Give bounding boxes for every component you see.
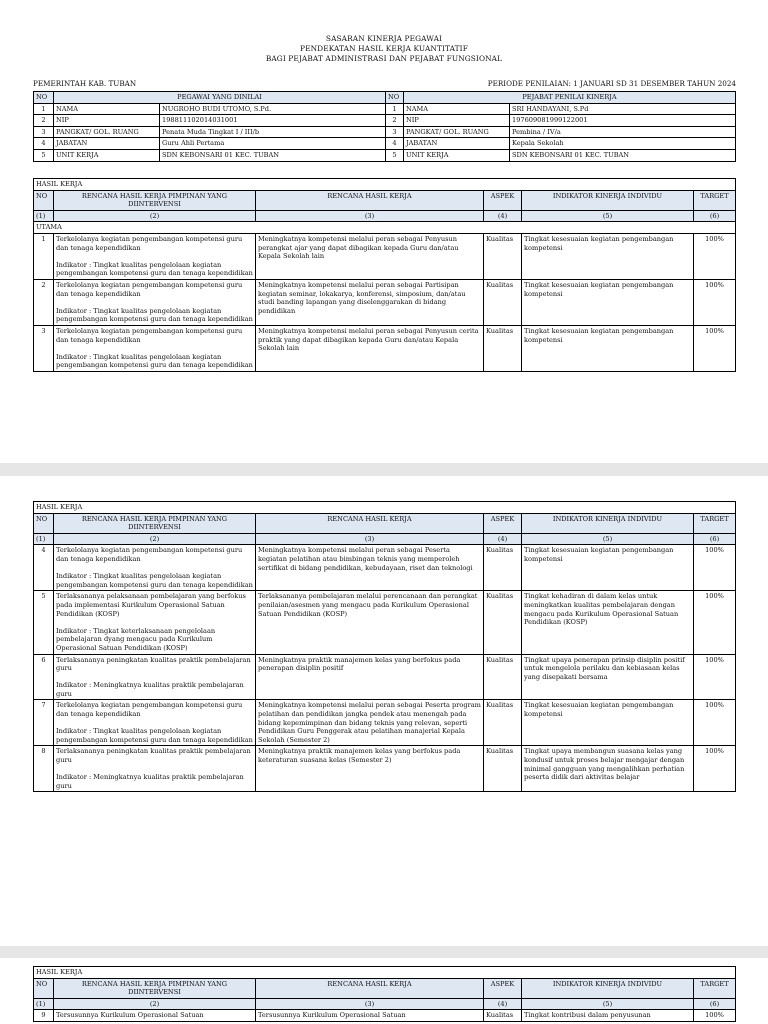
identity-no: 4 (34, 138, 54, 150)
row-no: 1 (34, 233, 54, 279)
hasil-kerja-rows (34, 222, 736, 372)
table-row (34, 545, 736, 591)
identity-rows (34, 103, 736, 161)
col-indikator-header: INDIKATOR KINERJA INDIVIDU (522, 978, 694, 998)
target-cell: 100% (694, 746, 736, 792)
col-rhk-header: RENCANA HASIL KERJA (256, 513, 484, 533)
header-title: SASARAN KINERJA PEGAWAI (325, 34, 443, 43)
aspek-cell: Kualitas (484, 545, 522, 591)
identity-row (34, 149, 736, 161)
identity-no-right: 2 (386, 115, 404, 127)
rhk-pimpinan-text: Terkelolanya kegiatan pengembangan kompetensi guru dan tenaga kependidikan (56, 280, 243, 298)
hasil-kerja-table-1 (33, 178, 736, 372)
identity-row (34, 115, 736, 127)
row-no: 4 (34, 545, 54, 591)
hasil-kerja-rows (34, 1010, 736, 1022)
rhk-cell: Tersusunnya Kurikulum Operasional Satuan (256, 1010, 484, 1022)
column-number: (6) (694, 533, 736, 545)
penilai-field-value: Pembina / IV/a (510, 126, 736, 138)
column-number: (6) (694, 210, 736, 222)
column-number: (4) (484, 533, 522, 545)
penilai-field-label: UNIT KERJA (404, 149, 510, 161)
column-header-row (34, 978, 736, 998)
rhk-pimpinan-text: Terlaksananya peningkatan kualitas praktik pembelajaran guru (56, 747, 251, 765)
col-aspek-header: ASPEK (484, 513, 522, 533)
col-no-header: NO (34, 513, 54, 533)
pegawai-field-value: Penata Muda Tingkat I / III/b (160, 126, 386, 138)
identity-no-right: 5 (386, 149, 404, 161)
column-number: (5) (522, 210, 694, 222)
rhk-pimpinan-cell (54, 1010, 256, 1022)
column-number-row (34, 533, 736, 545)
target-cell: 100% (694, 325, 736, 371)
pegawai-field-label: NAMA (54, 103, 160, 115)
column-number: (4) (484, 210, 522, 222)
rhk-pimpinan-cell (54, 545, 256, 591)
aspek-cell: Kualitas (484, 700, 522, 746)
header-subtitle: PENDEKATAN HASIL KERJA KUANTITATIF (300, 44, 468, 53)
table-row (34, 654, 736, 700)
identity-no-header-right: NO (386, 92, 404, 104)
pegawai-field-value: NUGROHO BUDI UTOMO, S.Pd. (160, 103, 386, 115)
rhk-pimpinan-text: Tersusunnya Kurikulum Operasional Satuan (56, 1011, 204, 1020)
identity-no-header: NO (34, 92, 54, 104)
rhk-pimpinan-indikator: Indikator : Tingkat kualitas pengelolaan kegiatan pengembangan kompetensi guru dan tenaga kependidikan (56, 352, 253, 370)
col-target-header: TARGET (694, 190, 736, 210)
penilai-field-label: NIP (404, 115, 510, 127)
utama-section-row (34, 222, 736, 234)
spacer (56, 344, 253, 353)
rhk-pimpinan-cell (54, 233, 256, 279)
rhk-pimpinan-text: Terlaksananya peningkatan kualitas praktik pembelajaran guru (56, 655, 251, 673)
column-number: (5) (522, 533, 694, 545)
penilai-field-label: PANGKAT/ GOL. RUANG (404, 126, 510, 138)
utama-label: UTAMA (34, 222, 736, 234)
rhk-pimpinan-text: Terkelolanya kegiatan pengembangan kompetensi guru dan tenaga kependidikan (56, 326, 243, 344)
col-indikator-header: INDIKATOR KINERJA INDIVIDU (522, 513, 694, 533)
row-no: 5 (34, 591, 54, 654)
document-page-2 (0, 476, 768, 946)
rhk-cell: Meningkatnya kompetensi melalui peran sebagai Penyusun cerita praktik yang dapat dibagikan kepada Guru dan/atau Kepala Sekolah lain (256, 325, 484, 371)
hasil-kerja-rows (34, 545, 736, 792)
aspek-cell: Kualitas (484, 746, 522, 792)
row-no: 3 (34, 325, 54, 371)
table-row (34, 746, 736, 792)
identity-row (34, 103, 736, 115)
section-label: HASIL KERJA (34, 502, 736, 514)
pegawai-header: PEGAWAI YANG DINILAI (54, 92, 386, 104)
penilai-field-value: SRI HANDAYANI, S.Pd (510, 103, 736, 115)
column-number: (5) (522, 998, 694, 1010)
col-rhk-header: RENCANA HASIL KERJA (256, 978, 484, 998)
hasil-kerja-header (34, 502, 736, 545)
col-target-header: TARGET (694, 513, 736, 533)
aspek-cell: Kualitas (484, 233, 522, 279)
target-cell: 100% (694, 1010, 736, 1022)
table-row (34, 279, 736, 325)
col-target-header: TARGET (694, 978, 736, 998)
row-no: 6 (34, 654, 54, 700)
penilai-field-label: NAMA (404, 103, 510, 115)
identity-no-right: 3 (386, 126, 404, 138)
identity-no: 2 (34, 115, 54, 127)
hasil-kerja-table-3 (33, 966, 736, 1022)
column-number-row (34, 998, 736, 1010)
column-number: (2) (54, 998, 256, 1010)
identity-table (33, 91, 736, 162)
spacer (56, 719, 253, 728)
penilai-field-value: 197609081999122001 (510, 115, 736, 127)
col-rhk-pimpinan-header: RENCANA HASIL KERJA PIMPINAN YANG DIINTERVENSI (54, 513, 256, 533)
rhk-pimpinan-indikator: Indikator : Tingkat kualitas pengelolaan kegiatan pengembangan kompetensi guru dan tenaga kependidikan (56, 306, 253, 324)
pegawai-field-value: Guru Ahli Pertama (160, 138, 386, 150)
rhk-pimpinan-indikator: Indikator : Tingkat keterlaksanaan pengelolaan pembelajaran dyang mengacu pada Kurikulum Operasional Satuan Pendidikan (KOSP) (56, 626, 216, 652)
spacer (56, 298, 253, 307)
section-label: HASIL KERJA (34, 179, 736, 191)
rhk-cell: Meningkatnya kompetensi melalui peran sebagai Peserta program pelatihan dan pendidikan jangka pendek atau menengah pada bidang kepemimpinan dan bidang teknis yang relevan, seperti Pendidikan Guru Penggerak atau pelatihan manajerial Kepala Sekolah (Semester 2) (256, 700, 484, 746)
rhk-pimpinan-cell (54, 746, 256, 792)
pegawai-field-label: PANGKAT/ GOL. RUANG (54, 126, 160, 138)
aspek-cell: Kualitas (484, 1010, 522, 1022)
rhk-pimpinan-cell (54, 325, 256, 371)
row-no: 8 (34, 746, 54, 792)
table-row (34, 1010, 736, 1022)
col-rhk-pimpinan-header: RENCANA HASIL KERJA PIMPINAN YANG DIINTERVENSI (54, 190, 256, 210)
organization-label: PEMERINTAH KAB. TUBAN (33, 79, 137, 88)
col-aspek-header: ASPEK (484, 978, 522, 998)
identity-no: 1 (34, 103, 54, 115)
column-number: (3) (256, 210, 484, 222)
target-cell: 100% (694, 654, 736, 700)
rhk-cell: Meningkatnya kompetensi melalui peran sebagai Peserta kegiatan pelatihan atau bimbingan teknis yang memperoleh sertifikat di bidang pendidikan, kebudayaan, riset dan teknologi (256, 545, 484, 591)
aspek-cell: Kualitas (484, 591, 522, 654)
rhk-pimpinan-text: Terlaksananya pelaksanaan pembelajaran yang berfokus pada implementasi Kurikulum Operasional Satuan Pendidikan (KOSP) (56, 592, 246, 618)
indikator-cell: Tingkat kesesuaian kegiatan pengembangan kompetensi (522, 325, 694, 371)
column-header-row (34, 513, 736, 533)
spacer (56, 252, 253, 261)
rhk-pimpinan-text: Terkelolanya kegiatan pengembangan kompetensi guru dan tenaga kependidikan (56, 234, 243, 252)
hasil-kerja-header (34, 179, 736, 222)
table-row (34, 325, 736, 371)
rhk-pimpinan-indikator: Indikator : Meningkatnya kualitas praktik pembelajaran guru (56, 681, 244, 698)
document-page-1 (0, 0, 768, 463)
row-no: 9 (34, 1010, 54, 1022)
rhk-cell: Terlaksananya pembelajaran melalui perencanaan dan perangkat penilaian/asesmen yang mengacu pada Kurikulum Operasional Satuan Pendidikan (KOSP) (256, 591, 484, 654)
rhk-cell: Meningkatnya kompetensi melalui peran sebagai Partisipan kegiatan seminar, lokakarya, konferensi, simposium, dan/atau studi banding lapangan yang diselenggarakan di bidang pendidikan (256, 279, 484, 325)
identity-row (34, 126, 736, 138)
rhk-pimpinan-text: Terkelolanya kegiatan pengembangan kompetensi guru dan tenaga kependidikan (56, 701, 243, 719)
identity-no: 5 (34, 149, 54, 161)
rhk-pimpinan-indikator: Indikator : Meningkatnya kualitas praktik pembelajaran guru (56, 773, 244, 790)
spacer (56, 564, 253, 573)
identity-row (34, 138, 736, 150)
pegawai-field-label: UNIT KERJA (54, 149, 160, 161)
row-no: 7 (34, 700, 54, 746)
hasil-kerja-header (34, 967, 736, 1010)
penilai-field-label: JABATAN (404, 138, 510, 150)
document-page-3 (0, 958, 768, 1024)
column-number: (4) (484, 998, 522, 1010)
penilai-header: PEJABAT PENILAI KINERJA (404, 92, 736, 104)
col-no-header: NO (34, 978, 54, 998)
spacer (56, 618, 253, 627)
column-number-row (34, 210, 736, 222)
col-indikator-header: INDIKATOR KINERJA INDIVIDU (522, 190, 694, 210)
spacer (56, 765, 253, 774)
column-header-row (34, 190, 736, 210)
pegawai-field-label: JABATAN (54, 138, 160, 150)
pegawai-field-label: NIP (54, 115, 160, 127)
pegawai-field-value: 198811102014031001 (160, 115, 386, 127)
column-number: (2) (54, 533, 256, 545)
rhk-pimpinan-indikator: Indikator : Tingkat kualitas pengelolaan kegiatan pengembangan kompetensi guru dan tenaga kependidikan (56, 572, 253, 589)
aspek-cell: Kualitas (484, 654, 522, 700)
column-number: (1) (34, 533, 54, 545)
aspek-cell: Kualitas (484, 279, 522, 325)
target-cell: 100% (694, 279, 736, 325)
identity-no-right: 1 (386, 103, 404, 115)
indikator-cell: Tingkat kontribusi dalam penyusunan (522, 1010, 694, 1022)
period-label: PERIODE PENILAIAN: 1 JANUARI SD 31 DESEMBER TAHUN 2024 (487, 79, 736, 88)
table-row (34, 233, 736, 279)
identity-header-row (34, 92, 736, 104)
section-row (34, 967, 736, 979)
target-cell: 100% (694, 700, 736, 746)
table-row (34, 591, 736, 654)
indikator-cell: Tingkat kesesuaian kegiatan pengembangan kompetensi (522, 545, 694, 591)
section-row (34, 502, 736, 514)
section-row (34, 179, 736, 191)
indikator-cell: Tingkat kesesuaian kegiatan pengembangan kompetensi (522, 233, 694, 279)
row-no: 2 (34, 279, 54, 325)
column-number: (1) (34, 210, 54, 222)
aspek-cell: Kualitas (484, 325, 522, 371)
column-number: (3) (256, 998, 484, 1010)
col-rhk-pimpinan-header: RENCANA HASIL KERJA PIMPINAN YANG DIINTERVENSI (54, 978, 256, 998)
identity-no-right: 4 (386, 138, 404, 150)
rhk-pimpinan-cell (54, 279, 256, 325)
identity-no: 3 (34, 126, 54, 138)
penilai-field-value: Kepala Sekolah (510, 138, 736, 150)
rhk-pimpinan-cell (54, 654, 256, 700)
indikator-cell: Tingkat kehadiran di dalam kelas untuk meningkatkan kualitas pembelajaran dengan mengacu pada Kurikulum Operasional Satuan Pendidikan (KOSP) (522, 591, 694, 654)
rhk-cell: Meningkatnya praktik manajemen kelas yang berfokus pada keteraturan suasana kelas (Semester 2) (256, 746, 484, 792)
indikator-cell: Tingkat upaya penerapan prinsip disiplin positif untuk mengelola perilaku dan kebiasaan kelas yang disepakati bersama (522, 654, 694, 700)
indikator-cell: Tingkat kesesuaian kegiatan pengembangan kompetensi (522, 700, 694, 746)
indikator-cell: Tingkat kesesuaian kegiatan pengembangan kompetensi (522, 279, 694, 325)
pegawai-field-value: SDN KEBONSARI 01 KEC. TUBAN (160, 149, 386, 161)
col-aspek-header: ASPEK (484, 190, 522, 210)
col-no-header: NO (34, 190, 54, 210)
rhk-pimpinan-cell (54, 591, 256, 654)
table-row (34, 700, 736, 746)
rhk-cell: Meningkatnya kompetensi melalui peran sebagai Penyusun perangkat ajar yang dapat dibagikan kepada Guru dan/atau Kepala Sekolah lain (256, 233, 484, 279)
rhk-pimpinan-cell (54, 700, 256, 746)
column-number: (2) (54, 210, 256, 222)
col-rhk-header: RENCANA HASIL KERJA (256, 190, 484, 210)
rhk-pimpinan-text: Terkelolanya kegiatan pengembangan kompetensi guru dan tenaga kependidikan (56, 546, 243, 563)
rhk-pimpinan-indikator: Indikator : Tingkat kualitas pengelolaan kegiatan pengembangan kompetensi guru dan tenaga kependidikan (56, 260, 253, 278)
header-subtitle-2: BAGI PEJABAT ADMINISTRASI DAN PEJABAT FUNGSIONAL (265, 54, 503, 63)
penilai-field-value: SDN KEBONSARI 01 KEC. TUBAN (510, 149, 736, 161)
document-header (0, 34, 768, 64)
column-number: (3) (256, 533, 484, 545)
hasil-kerja-table-2 (33, 501, 736, 792)
rhk-cell: Meningkatnya praktik manajemen kelas yang berfokus pada penerapan disiplin positif (256, 654, 484, 700)
target-cell: 100% (694, 233, 736, 279)
column-number: (1) (34, 998, 54, 1010)
target-cell: 100% (694, 545, 736, 591)
column-number: (6) (694, 998, 736, 1010)
rhk-pimpinan-indikator: Indikator : Tingkat kualitas pengelolaan kegiatan pengembangan kompetensi guru dan tenaga kependidikan (56, 727, 253, 744)
target-cell: 100% (694, 591, 736, 654)
indikator-cell: Tingkat upaya membangun suasana kelas yang kondusif untuk proses belajar mengajar dengan minimal gangguan yang mengalihkan perhatian peserta didik dari aktivitas belajar (522, 746, 694, 792)
spacer (56, 673, 253, 682)
section-label: HASIL KERJA (34, 967, 736, 979)
